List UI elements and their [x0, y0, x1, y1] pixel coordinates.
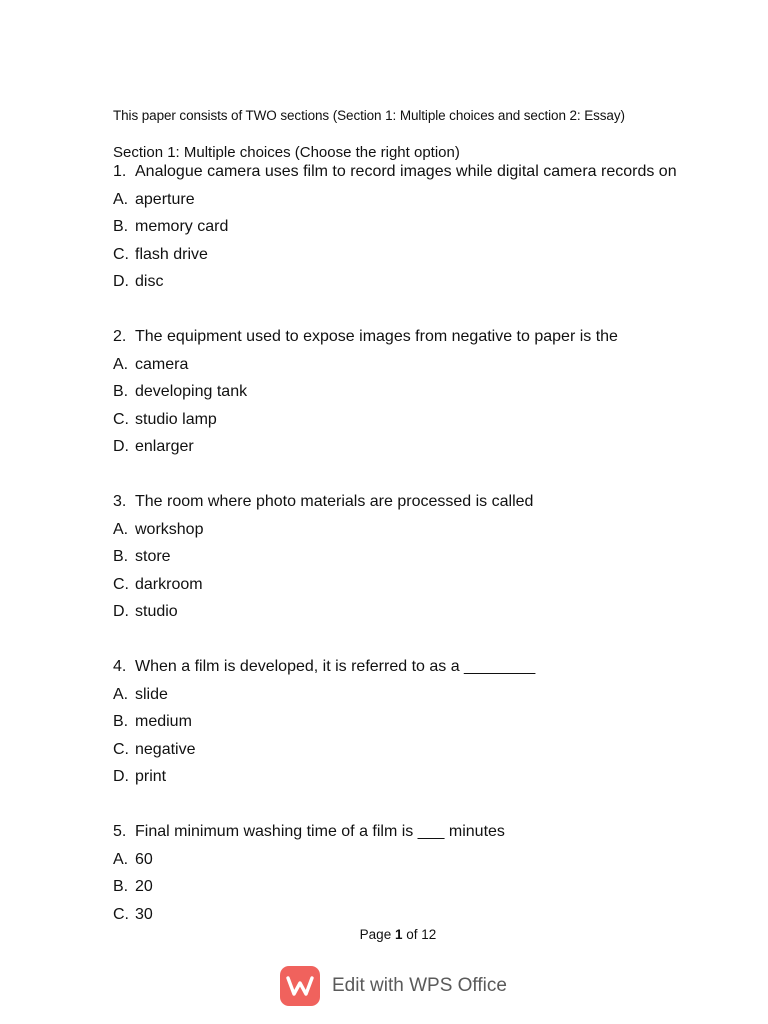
question-1: [113, 162, 677, 182]
option-letter: A.: [113, 190, 129, 208]
option-text: medium: [135, 713, 192, 730]
question-4: [113, 657, 535, 677]
page-total: 12: [421, 927, 437, 942]
option-4-2: [113, 712, 192, 732]
option-1-4: [113, 272, 163, 292]
question-5: [113, 822, 505, 842]
option-letter: C.: [113, 740, 129, 758]
option-text: studio: [135, 603, 178, 620]
section-title: Section 1: Multiple choices (Choose the right option): [113, 144, 460, 161]
option-text: 30: [135, 905, 153, 923]
question-number: 4.: [113, 658, 127, 675]
option-letter: C.: [113, 575, 129, 593]
wps-label: Edit with WPS Office: [332, 975, 507, 996]
option-letter: B.: [113, 383, 129, 400]
option-2-3: [113, 410, 217, 430]
option-letter: B.: [113, 548, 129, 565]
question-2: [113, 327, 618, 347]
option-text: print: [135, 768, 167, 785]
question-number: 1.: [113, 163, 127, 180]
page-current: 1: [394, 927, 403, 942]
wps-logo-icon: [280, 966, 320, 1006]
page-of: of: [406, 927, 418, 942]
option-letter: A.: [113, 850, 129, 868]
page-number: [0, 927, 768, 942]
option-text: aperture: [135, 190, 195, 208]
option-letter: A.: [113, 520, 129, 538]
option-text: slide: [135, 685, 168, 703]
option-letter: D.: [113, 603, 129, 620]
option-2-1: [113, 355, 188, 375]
option-letter: B.: [113, 218, 129, 235]
option-text: negative: [135, 740, 196, 758]
option-text: developing tank: [135, 383, 248, 400]
question-text: The room where photo materials are processed is called: [135, 493, 534, 510]
option-3-1: [113, 520, 203, 540]
option-2-4: [113, 437, 194, 457]
question-text: When a film is developed, it is referred to as a ________: [135, 658, 536, 675]
option-letter: D.: [113, 438, 129, 455]
question-number: 2.: [113, 328, 127, 345]
edit-with-wps-button[interactable]: [280, 965, 507, 1007]
question-number: 5.: [113, 823, 127, 840]
option-letter: B.: [113, 713, 129, 730]
option-text: store: [135, 548, 171, 565]
option-4-4: [113, 767, 166, 787]
question-number: 3.: [113, 493, 127, 510]
option-letter: D.: [113, 768, 129, 785]
option-letter: C.: [113, 245, 129, 263]
option-letter: D.: [113, 273, 129, 290]
question-text: Analogue camera uses film to record images while digital camera records on: [135, 163, 677, 180]
option-text: disc: [135, 273, 164, 290]
option-letter: B.: [113, 878, 129, 895]
option-4-1: [113, 685, 168, 705]
option-3-4: [113, 602, 178, 622]
option-3-2: [113, 547, 171, 567]
paper-intro: This paper consists of TWO sections (Section 1: Multiple choices and section 2: Essay): [113, 108, 625, 123]
option-2-2: [113, 382, 247, 402]
question-3: [113, 492, 533, 512]
option-text: workshop: [135, 520, 204, 538]
option-3-3: [113, 575, 203, 595]
option-1-2: [113, 217, 228, 237]
page-prefix: Page: [359, 927, 392, 942]
option-letter: C.: [113, 905, 129, 923]
option-text: memory card: [135, 218, 229, 235]
question-text: The equipment used to expose images from negative to paper is the: [135, 328, 618, 345]
option-1-1: [113, 190, 195, 210]
option-text: studio lamp: [135, 410, 217, 428]
option-text: 60: [135, 850, 153, 868]
option-1-3: [113, 245, 208, 265]
option-text: flash drive: [135, 245, 208, 263]
question-text: Final minimum washing time of a film is ___ minutes: [135, 823, 505, 840]
option-5-1: [113, 850, 153, 870]
option-text: enlarger: [135, 438, 194, 455]
option-text: 20: [135, 878, 153, 895]
option-text: darkroom: [135, 575, 203, 593]
option-text: camera: [135, 355, 189, 373]
option-letter: A.: [113, 685, 129, 703]
option-5-3: [113, 905, 153, 925]
option-letter: C.: [113, 410, 129, 428]
option-letter: A.: [113, 355, 129, 373]
option-4-3: [113, 740, 196, 760]
option-5-2: [113, 877, 153, 897]
